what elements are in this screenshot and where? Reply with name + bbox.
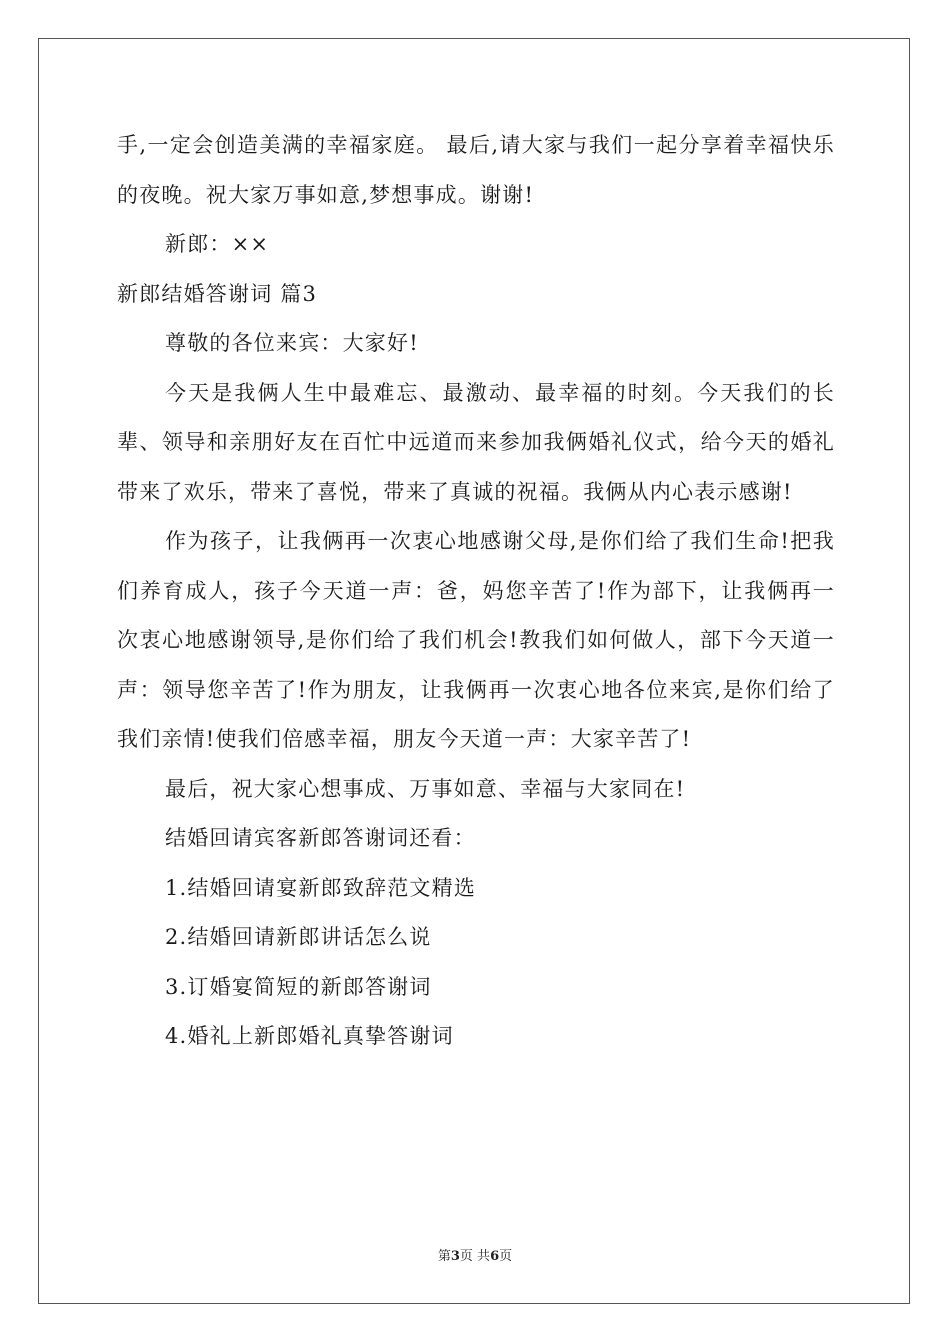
- document-body: [117, 121, 835, 1062]
- related-link[interactable]: 2.结婚回请新郎讲话怎么说: [165, 925, 432, 949]
- paragraph: 今天是我俩人生中最难忘、最激动、最幸福的时刻。今天我们的长辈、领导和亲朋好友在百忙中远道而来参加我俩婚礼仪式，给今天的婚礼带来了欢乐，带来了喜悦，带来了真诚的祝福。我俩从内心表示感谢!: [117, 380, 835, 504]
- footer-mid: 页 共: [459, 1249, 491, 1264]
- salutation: 尊敬的各位来宾：大家好!: [165, 331, 419, 355]
- footer-prefix: 第: [437, 1249, 451, 1264]
- total-page-number: 6: [490, 1249, 500, 1264]
- current-page-number: 3: [450, 1249, 460, 1264]
- page-footer: [0, 1248, 950, 1266]
- footer-suffix: 页: [499, 1249, 513, 1264]
- groom-signature: 新郎：××: [165, 232, 270, 256]
- paragraph: 作为孩子，让我俩再一次衷心地感谢父母,是你们给了我们生命!把我们养育成人，孩子今天道一声：爸，妈您辛苦了!作为部下，让我俩再一次衷心地感谢领导,是你们给了我们机会!教我们如何做人，部下今天道一声：领导您辛苦了!作为朋友，让我俩再一次衷心地各位来宾,是你们给了我们亲情!使我们倍感幸福，朋友今天道一声：大家辛苦了!: [117, 529, 835, 751]
- related-link[interactable]: 4.婚礼上新郎婚礼真挚答谢词: [165, 1024, 454, 1048]
- section-heading: 新郎结婚答谢词 篇3: [117, 281, 318, 306]
- related-link[interactable]: 3.订婚宴简短的新郎答谢词: [165, 974, 432, 999]
- paragraph: 最后，祝大家心想事成、万事如意、幸福与大家同在!: [165, 776, 686, 801]
- paragraph: 手,一定会创造美满的幸福家庭。 最后,请大家与我们一起分享着幸福快乐的夜晚。祝大家万事如意,梦想事成。谢谢!: [117, 133, 835, 207]
- related-link[interactable]: 1.结婚回请宴新郎致辞范文精选: [165, 875, 477, 900]
- related-heading: 结婚回请宾客新郎答谢词还看：: [165, 826, 476, 850]
